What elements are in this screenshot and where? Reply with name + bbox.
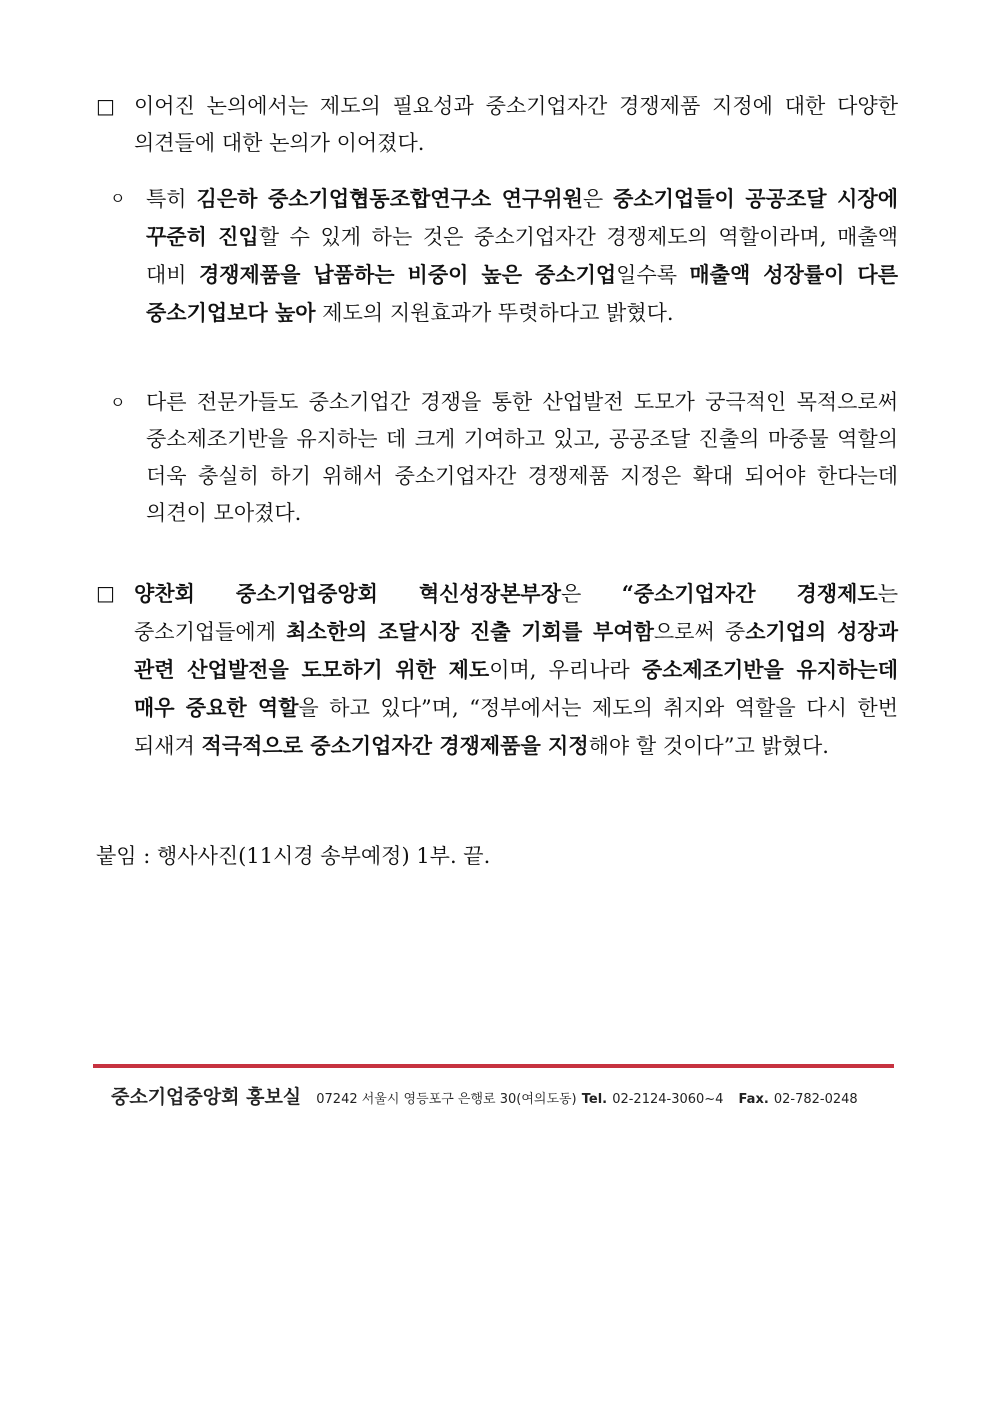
square-bullet: □ xyxy=(96,94,115,118)
bold-run: 중소제조기반을 유지하는데 매우 중요한 역할 xyxy=(134,657,898,720)
text-run: 특히 xyxy=(146,187,197,211)
bold-run: 양찬회 중소기업중앙회 혁신성장본부장 xyxy=(134,581,561,606)
text-run: 을 하고 있다”며, “정부에서는 제도의 취지와 역할을 다시 한번 되새겨 xyxy=(134,696,898,758)
footer-fax: 02-782-0248 xyxy=(773,1092,858,1107)
paragraph-text: 다른 전문가들도 중소기업간 경쟁을 통한 산업발전 도모가 궁극적인 목적으로써 중소제조기반을 유지하는 데 크게 기여하고 있고, 공공조달 진출의 마중물 역할의 더욱 충실히 하기 위해서 중소기업자간 경쟁제품 지정은 확대 되어야 한다는데 의견이 모아졌다. xyxy=(146,390,898,525)
text-run: 제도의 지원효과가 뚜렷하다고 밝혔다. xyxy=(315,301,674,325)
text-run: 할 수 있게 하는 것은 중소기업자간 경쟁제도의 역할이라며, 매출액 대비 xyxy=(146,225,898,287)
text-run: 은 xyxy=(560,582,622,606)
text-run: 해야 할 것이다”고 밝혔다. xyxy=(588,734,829,758)
bold-run: 최소한의 조달시장 진출 기회를 부여함 xyxy=(286,619,654,644)
text-run: 으로써 중 xyxy=(653,620,746,644)
paragraph-text: 이어진 논의에서는 제도의 필요성과 중소기업자간 경쟁제품 지정에 대한 다양한 의견들에 대한 논의가 이어졌다. xyxy=(134,94,898,155)
footer-tel-label: Tel. xyxy=(581,1092,608,1107)
footer-divider xyxy=(93,1064,894,1068)
paragraph-director-statement xyxy=(96,575,898,765)
footer-contact xyxy=(111,1082,868,1109)
bold-run: 김은하 중소기업협동조합연구소 연구위원 xyxy=(196,186,583,211)
bold-run: 경쟁제품을 납품하는 비중이 높은 중소기업 xyxy=(198,262,617,287)
square-bullet: □ xyxy=(96,581,115,605)
footer-fax-label: Fax. xyxy=(738,1092,769,1107)
bold-run: 중소기업들이 공공조달 시장에 꾸준히 진입 xyxy=(146,186,899,249)
bold-run: 매출액 성장률이 다른 중소기업보다 높아 xyxy=(146,262,898,325)
footer-address: 07242 서울시 영등포구 은행로 30(여의도동) xyxy=(316,1092,577,1107)
footer-organization: 중소기업중앙회 홍보실 xyxy=(111,1086,302,1108)
bold-run: “중소기업자간 경쟁제도 xyxy=(621,581,878,606)
paragraph-researcher-remarks xyxy=(110,180,898,332)
text-run: 는 중소기업들에게 xyxy=(134,582,898,644)
circle-bullet: ㅇ xyxy=(110,189,126,208)
text-run: 일수록 xyxy=(616,263,690,287)
bold-run: 적극적으로 중소기업자간 경쟁제품을 지정 xyxy=(201,733,589,758)
footer-tel: 02-2124-3060~4 xyxy=(612,1092,724,1107)
bold-run: 소기업의 성장과 관련 산업발전을 도모하기 위한 제도 xyxy=(134,619,898,682)
circle-bullet: ㅇ xyxy=(110,393,126,412)
text-run: 은 xyxy=(582,187,614,211)
paragraph-experts-opinion xyxy=(110,384,898,532)
paragraph-discussion xyxy=(96,88,898,162)
attachment-note: 붙임 : 행사사진(11시경 송부예정) 1부. 끝. xyxy=(96,844,491,868)
text-run: 이며, 우리나라 xyxy=(489,658,642,682)
